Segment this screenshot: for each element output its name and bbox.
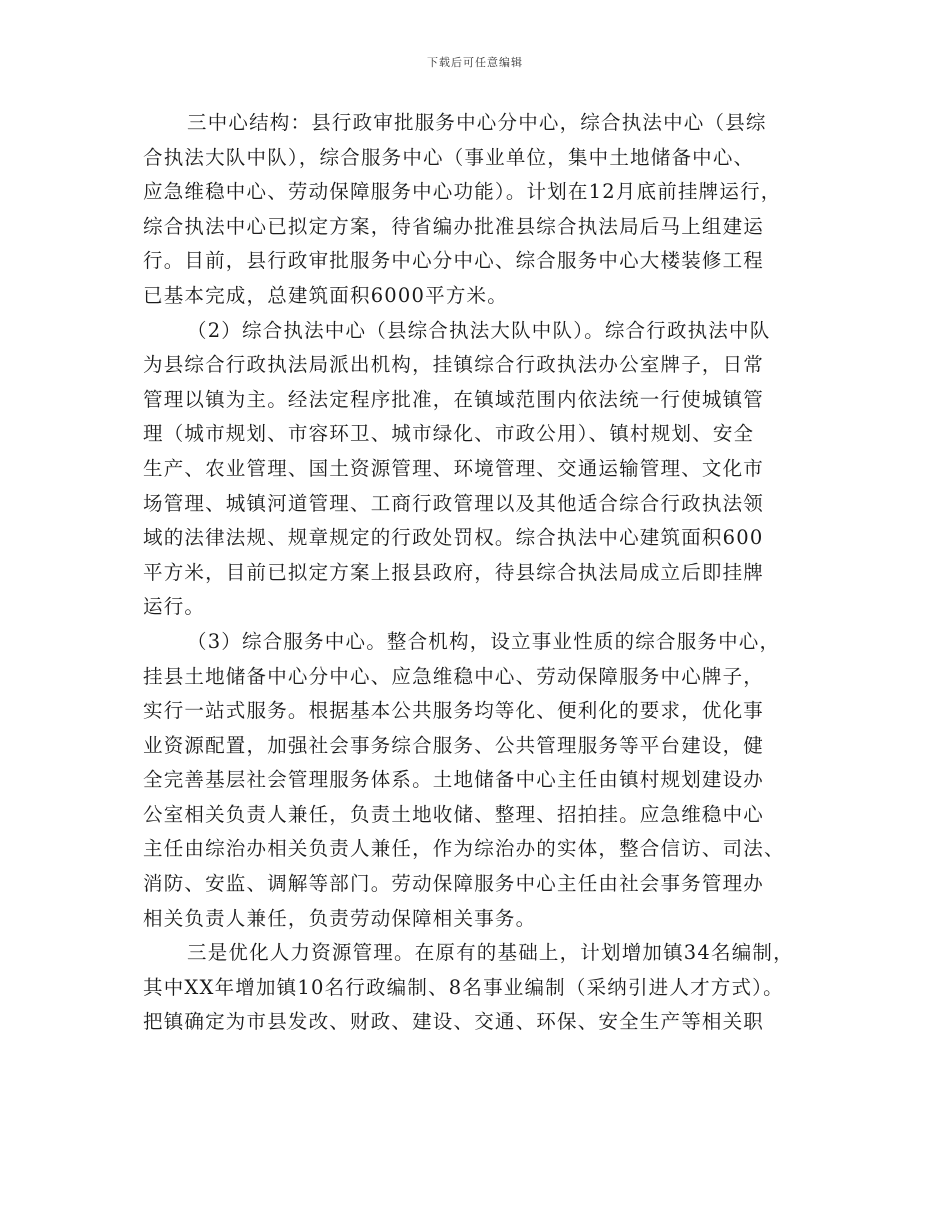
- text-line: 把镇确定为市县发改、财政、建设、交通、环保、安全生产等相关职: [143, 1010, 765, 1034]
- text-line: 生产、农业管理、国土资源管理、环境管理、交通运输管理、文化市: [143, 456, 765, 480]
- text-line: 实行一站式服务。根据基本公共服务均等化、便利化的要求，优化事: [143, 699, 765, 723]
- text-line: 已基本完成，总建筑面积6000平方米。: [143, 283, 508, 307]
- text-line: （2）综合执法中心（县综合执法大队中队）。综合行政执法中队: [187, 318, 771, 342]
- text-line: 应急维稳中心、劳动保障服务中心功能）。计划在12月底前挂牌运行，: [143, 180, 782, 204]
- page-header: 下载后可任意编辑: [427, 56, 523, 69]
- text-line: 挂县土地储备中心分中心、应急维稳中心、劳动保障服务中心牌子，: [143, 664, 765, 688]
- text-line: 其中XX年增加镇10名行政编制、8名事业编制（采纳引进人才方式）。: [143, 975, 784, 999]
- text-line: 运行。: [143, 595, 206, 619]
- text-line: 平方米，目前已拟定方案上报县政府，待县综合执法局成立后即挂牌: [143, 560, 765, 584]
- paragraph-human-resources: [143, 936, 815, 1040]
- paragraph-three-centers: [143, 106, 815, 314]
- text-line: 综合执法中心已拟定方案，待省编办批准县综合执法局后马上组建运: [143, 214, 765, 238]
- text-line: 主任由综治办相关负责人兼任，作为综治办的实体，整合信访、司法、: [143, 837, 785, 861]
- text-line: 三是优化人力资源管理。在原有的基础上，计划增加镇34名编制，: [187, 941, 794, 965]
- text-line: 为县综合行政执法局派出机构，挂镇综合行政执法办公室牌子，日常: [143, 353, 765, 377]
- text-line: 全完善基层社会管理服务体系。土地储备中心主任由镇村规划建设办: [143, 768, 765, 792]
- text-line: 合执法大队中队），综合服务中心（事业单位，集中土地储备中心、: [143, 145, 755, 169]
- text-line: 业资源配置，加强社会事务综合服务、公共管理服务等平台建设，健: [143, 733, 765, 757]
- text-line: 域的法律法规、规章规定的行政处罚权。综合执法中心建筑面积600: [143, 526, 764, 550]
- document-body: [143, 106, 815, 1040]
- text-line: 行。目前，县行政审批服务中心分中心、综合服务中心大楼装修工程: [143, 249, 765, 273]
- paragraph-law-enforcement-center: [143, 314, 815, 625]
- text-line: 管理以镇为主。经法定程序批准，在镇域范围内依法统一行使城镇管: [143, 387, 765, 411]
- paragraph-service-center: [143, 625, 815, 936]
- text-line: 公室相关负责人兼任，负责土地收储、整理、招拍挂。应急维稳中心: [143, 802, 765, 826]
- text-line: 相关负责人兼任，负责劳动保障相关事务。: [143, 906, 537, 930]
- text-line: 理（城市规划、市容环卫、城市绿化、市政公用）、镇村规划、安全: [143, 422, 755, 446]
- text-line: 场管理、城镇河道管理、工商行政管理以及其他适合综合行政执法领: [143, 491, 765, 515]
- text-line: 三中心结构：县行政审批服务中心分中心，综合执法中心（县综: [187, 111, 767, 134]
- text-line: 消防、安监、调解等部门。劳动保障服务中心主任由社会事务管理办: [143, 872, 765, 896]
- text-line: （3）综合服务中心。整合机构，设立事业性质的综合服务中心，: [187, 629, 781, 653]
